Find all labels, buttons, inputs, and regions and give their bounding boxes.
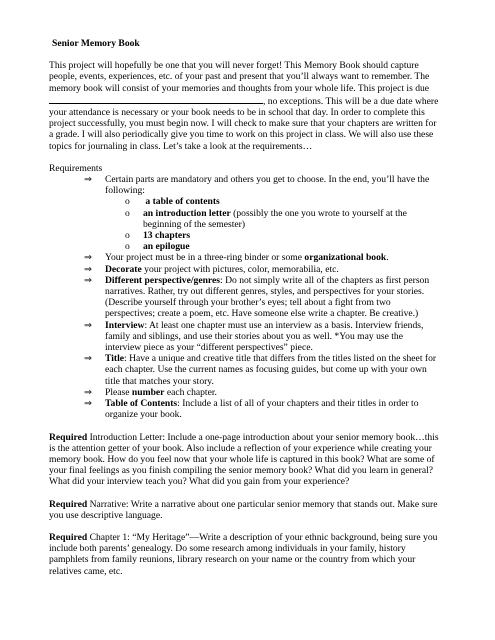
requirement-item <box>49 320 439 354</box>
requirement-text: each chapter. <box>164 386 217 398</box>
requirement-item <box>49 387 439 398</box>
arrow-icon: ⇒ <box>84 353 93 365</box>
requirement-text: : Do not simply write all of the chapters as first person narratives. Rather, try out different genres, styles, and perspectives for your stories. (Describe yourself through your brother’s eyes; tell about a fight from two perspectives; create a poem, etc. Have someone else write a chapter. Be creative.) <box>105 274 430 320</box>
required-label: Required <box>49 498 88 510</box>
mandatory-part-bold: an introduction letter <box>143 207 231 219</box>
due-date-blank <box>49 94 263 104</box>
mandatory-part-item <box>105 196 439 207</box>
requirement-item <box>49 275 439 320</box>
bullet-icon: o <box>125 196 130 208</box>
requirement-bold: Decorate <box>105 263 142 275</box>
mandatory-part-text: (possibly the one you wrote to yourself at the beginning of the semester) <box>143 207 407 230</box>
arrow-icon: ⇒ <box>84 252 93 264</box>
requirement-bold: Different perspective/genres <box>105 274 220 286</box>
requirement-text: Please <box>105 386 132 398</box>
requirements-heading: Requirements <box>49 162 103 174</box>
required-label: Required <box>49 431 88 443</box>
arrow-icon: ⇒ <box>84 274 93 286</box>
mandatory-part-bold: an epilogue <box>143 241 190 253</box>
intro-text-part2: , no exceptions. This will be a due date where your attendance is necessary or your book needs to be in school that day. In order to complete this project successfully, you must begin now. I will check to make sure that your chapters are written for a grade. I will also periodically give you time to work on this project in class. We will also use these topics for journaling in class. Let’s take a look at the requirements… <box>49 95 439 152</box>
requirement-item <box>49 252 439 263</box>
bullet-icon: o <box>125 230 130 242</box>
required-label: Required <box>49 531 88 543</box>
intro-text-part1: This project will hopefully be one that you will never forget! This Memory Book should capture people, events, experiences, etc. of your past and present that you’ll always want to remember. The memory book will consist of your memories and thoughts from your whole life. This project is due <box>49 60 430 94</box>
requirement-text: : Have a unique and creative title that differs from the titles listed on the sheet for each chapter. Use the current names as focusing guides, but come up with your own title that matches your story. <box>105 353 437 387</box>
mandatory-part-bold: a table of contents <box>145 196 220 208</box>
document-title: Senior Memory Book <box>52 38 140 49</box>
bullet-icon: o <box>125 207 130 219</box>
requirement-item <box>49 264 439 275</box>
mandatory-part-item <box>105 241 439 252</box>
requirement-text: : Include a list of all of your chapters and their titles in order to organize your book. <box>105 398 419 421</box>
requirement-item <box>49 398 439 420</box>
requirement-text: . <box>386 252 389 264</box>
requirement-bold: Title <box>105 353 125 365</box>
requirement-text: : At least one chapter must use an interview as a basis. Interview friends, family and siblings, and use their stories about you as well. *You may use the interview piece as your “different perspectives” piece. <box>105 319 424 354</box>
requirements-list <box>49 174 439 420</box>
requirement-text: your project with pictures, color, memorabilia, etc. <box>141 263 339 275</box>
mandatory-part-item <box>105 208 439 230</box>
requirement-bold: number <box>131 386 165 398</box>
requirement-text: Your project must be in a three-ring binder or some <box>105 252 305 264</box>
section-chapter-1 <box>49 532 439 577</box>
requirement-bold: organizational book <box>304 252 387 264</box>
section-text: Introduction Letter: Include a one-page introduction about your senior memory book…this is the attention getter of your book. Also include a reflection of your experience while creating your memory book. How do you feel now that your whole life is captured in this book? What are some of your final feelings as you finish compiling the senior memory book? What did you learn in general? What did your interview teach you? What did you gain from your experience? <box>49 431 439 488</box>
section-introduction-letter <box>49 432 439 488</box>
section-narrative <box>49 499 439 521</box>
section-text: Chapter 1: “My Heritage”—Write a description of your ethnic background, being sure you include both parents’ genealogy. Do some research among individuals in your family, history pamphlets from family reunions, library research on your name or the country from which your relatives came, etc. <box>49 531 438 577</box>
mandatory-part-bold: 13 chapters <box>143 230 191 242</box>
arrow-icon: ⇒ <box>84 398 93 410</box>
mandatory-part-item <box>105 230 439 241</box>
requirement-bold: Interview <box>105 319 145 331</box>
arrow-icon: ⇒ <box>84 386 93 398</box>
arrow-icon: ⇒ <box>84 319 93 331</box>
intro-paragraph <box>49 60 439 152</box>
section-text: Narrative: Write a narrative about one particular senior memory that stands out. Make sure you use descriptive language. <box>49 498 438 521</box>
bullet-icon: o <box>125 241 130 253</box>
requirement-item <box>49 174 439 252</box>
arrow-icon: ⇒ <box>84 174 93 186</box>
arrow-icon: ⇒ <box>84 263 93 275</box>
requirement-text: Certain parts are mandatory and others you get to choose. In the end, you’ll have the following: <box>105 174 430 197</box>
mandatory-parts-list <box>105 196 439 252</box>
requirement-item <box>49 353 439 387</box>
requirement-bold: Table of Contents <box>105 398 178 410</box>
